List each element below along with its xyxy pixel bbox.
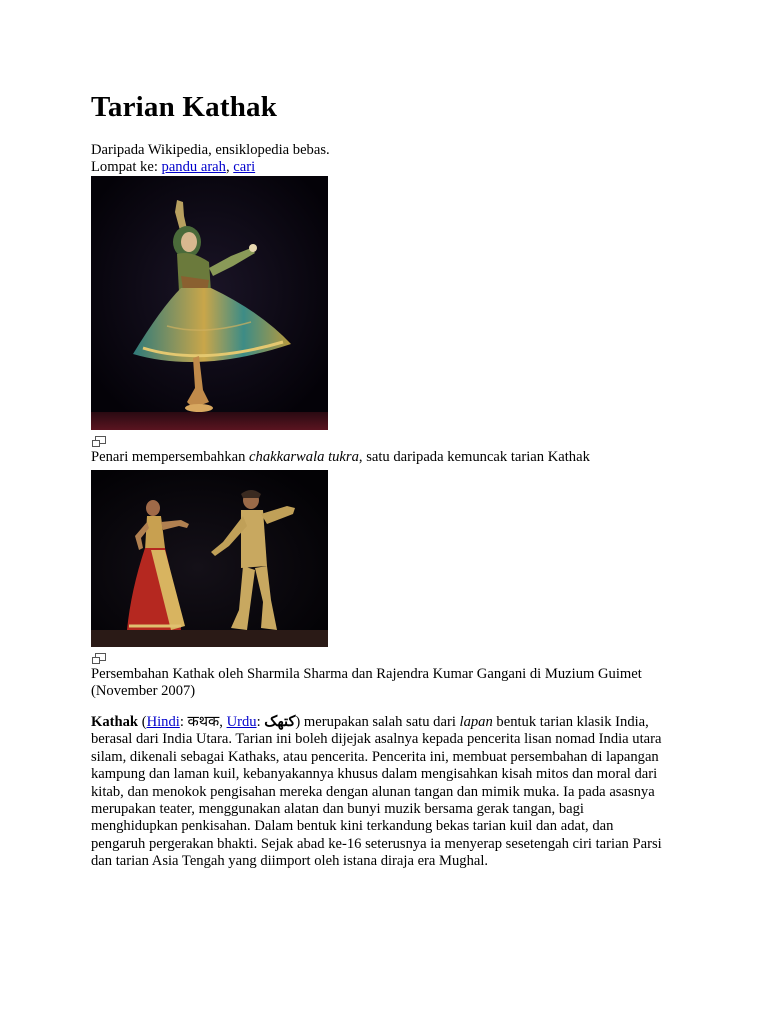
enlarge-icon[interactable] — [91, 652, 107, 666]
dancer-duo-illustration — [91, 470, 328, 647]
caption-text: Penari mempersembahkan — [91, 449, 250, 465]
dancer-duo-image[interactable] — [91, 470, 328, 647]
colon: : — [179, 714, 188, 730]
dancer-solo-image[interactable] — [91, 176, 328, 430]
search-link[interactable]: cari — [233, 159, 256, 175]
paren-open: ( — [138, 714, 147, 730]
urdu-word: کتھک — [264, 714, 296, 730]
jump-prefix: Lompat ke: — [91, 159, 162, 175]
navigation-link[interactable]: pandu arah — [161, 159, 226, 175]
intro-text: bentuk tarian klasik India, berasal dari India Utara. Tarian ini boleh dijejak asalnya kepada pencerita lisan nomad India utara silam, dikenali sebagai Kathaks, atau pencerita. Pencerita ini, membuat persembahan di lapangan kampung dan laman kuil, kebanyakannya khusus dalam mengisahkan kisah mitos dan moral dari kitab, dan menokok pengisahan mereka dengan alunan tangan dan mimik muka. Ia pada asasnya merupakan teater, menggunakan alatan dan bunyi muzik bersama gerak tangan, bagi menghidupkan penkisahan. Dalam bentuk kini terkandung bekas tarian kuil dan adat, dan pengaruh pergerakan bhakti. Sejak abad ke-16 seterusnya ia menyerap sesetengah ciri tarian Parsi dan tarian Asia Tengah yang diimport oleh istana diraja era Mughal. — [91, 714, 662, 870]
term-kathak: Kathak — [91, 714, 139, 730]
enlarge-icon[interactable] — [91, 435, 107, 449]
hindi-word: कथक — [187, 714, 220, 730]
figure-caption — [91, 449, 681, 466]
jump-separator: , — [225, 159, 234, 175]
figure-caption: Persembahan Kathak oleh Sharmila Sharma dan Rajendra Kumar Gangani di Muzium Guimet (November 2007) — [91, 666, 642, 699]
intro-text: ) merupakan salah satu dari — [295, 714, 460, 730]
caption-text: , satu daripada kemuncak tarian Kathak — [358, 449, 590, 465]
urdu-link[interactable]: Urdu — [226, 714, 257, 730]
article — [91, 88, 681, 871]
caption-emphasis: chakkarwala tukra — [249, 449, 359, 465]
page-title: Tarian Kathak — [91, 91, 278, 123]
dancer-solo-illustration — [91, 176, 328, 430]
emphasis-lapan: lapan — [459, 714, 493, 730]
colon: : — [256, 714, 265, 730]
jump-links — [91, 159, 681, 176]
hindi-link[interactable]: Hindi — [146, 714, 180, 730]
comma: , — [219, 714, 227, 730]
site-tagline: Daripada Wikipedia, ensiklopedia bebas. — [91, 142, 330, 158]
intro-paragraph — [91, 714, 671, 871]
